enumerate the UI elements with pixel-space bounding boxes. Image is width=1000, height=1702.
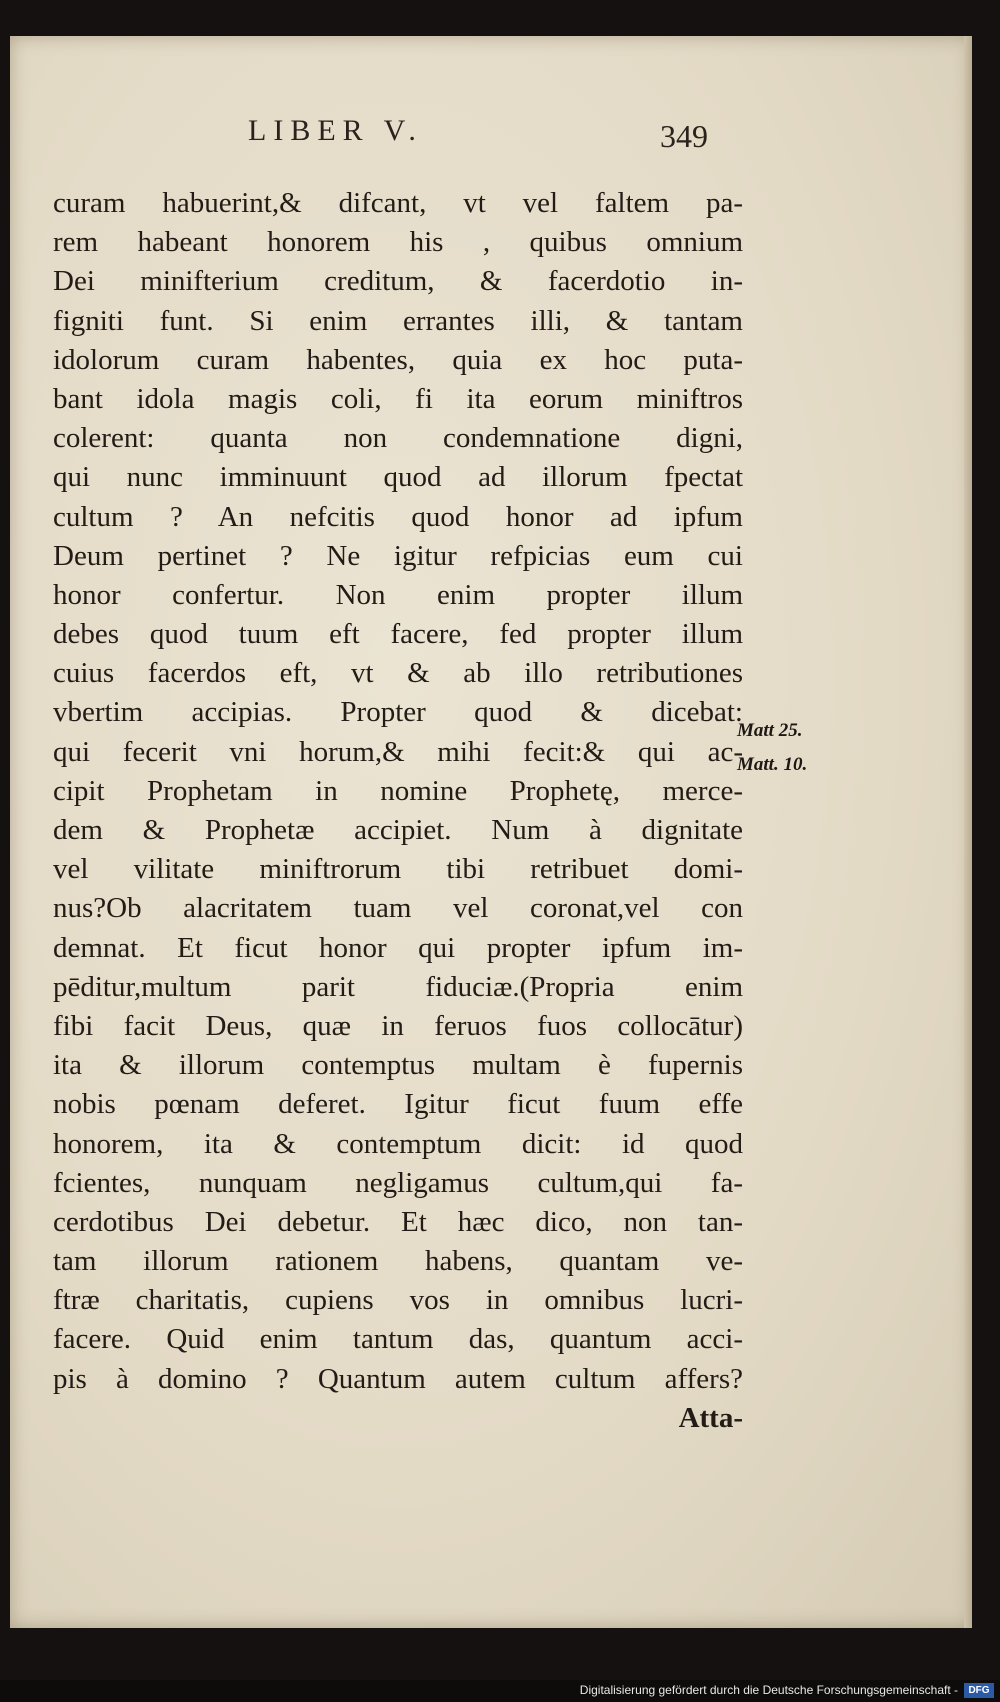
text-line: qui nunc imminuunt quod ad illorum fpectat: [53, 461, 743, 494]
dfg-logo: DFG: [964, 1683, 994, 1698]
text-line: cipit Prophetam in nomine Prophetę, merce-: [53, 774, 743, 807]
text-line: pis à domino ? Quantum autem cultum affers?: [53, 1362, 743, 1395]
text-line: qui fecerit vni horum,& mihi fecit:& qui ac-: [53, 735, 743, 768]
text-line: bant idola magis coli, fi ita eorum miniftros: [53, 382, 743, 415]
text-line: ita & illorum contemptus multam è fupernis: [53, 1049, 743, 1082]
text-line: cuius facerdos eft, vt & ab illo retributiones: [53, 657, 743, 690]
footer-credit: Digitalisierung gefördert durch die Deutsche Forschungsgemeinschaft -: [579, 1683, 958, 1697]
margin-note-matt-25: Matt 25.: [737, 720, 803, 741]
text-line: honor confertur. Non enim propter illum: [53, 578, 743, 611]
catchword: Atta-: [678, 1401, 743, 1434]
book-page: [10, 36, 972, 1628]
text-line: tam illorum rationem habens, quantam ve-: [53, 1245, 743, 1278]
text-line: debes quod tuum eft facere, fed propter illum: [53, 618, 743, 651]
text-line: ftræ charitatis, cupiens vos in omnibus lucri-: [53, 1284, 743, 1317]
running-header: [10, 114, 972, 174]
text-line: cultum ? An nefcitis quod honor ad ipfum: [53, 500, 743, 533]
text-line: facere. Quid enim tantum das, quantum acci-: [53, 1323, 743, 1356]
body-text: [53, 184, 743, 1438]
running-title: LIBER V.: [248, 114, 423, 147]
text-line: vel vilitate miniftrorum tibi retribuet domi-: [53, 853, 743, 886]
text-line: Dei minifterium creditum, & facerdotio in-: [53, 265, 743, 298]
text-line: vbertim accipias. Propter quod & dicebat:: [53, 696, 743, 729]
text-line: rem habeant honorem his , quibus omnium: [53, 226, 743, 259]
text-line: honorem, ita & contemptum dicit: id quod: [53, 1127, 743, 1160]
text-line: fibi facit Deus, quæ in feruos fuos collocātur): [53, 1009, 743, 1042]
margin-note-matt-10: Matt. 10.: [737, 754, 808, 775]
text-line: nus?Ob alacritatem tuam vel coronat,vel con: [53, 892, 743, 925]
text-line: dem & Prophetæ accipiet. Num à dignitate: [53, 814, 743, 846]
text-line: demnat. Et ficut honor qui propter ipfum im-: [53, 931, 743, 964]
footer-bar: [0, 1680, 1000, 1702]
text-line: pēditur,multum parit fiduciæ.(Propria enim: [53, 970, 743, 1003]
text-line: fcientes, nunquam negligamus cultum,qui fa-: [53, 1166, 743, 1199]
text-line: colerent: quanta non condemnatione digni,: [53, 422, 743, 455]
text-line: cerdotibus Dei debetur. Et hæc dico, non tan-: [53, 1205, 743, 1238]
text-line: figniti funt. Si enim errantes illi, & tantam: [53, 304, 743, 337]
text-line: nobis pœnam deferet. Igitur ficut fuum effe: [53, 1088, 743, 1121]
text-line: idolorum curam habentes, quia ex hoc puta-: [53, 343, 743, 376]
page-edge: [964, 36, 972, 1628]
text-line: Deum pertinet ? Ne igitur refpicias eum cui: [53, 539, 743, 572]
page-number: 349: [660, 118, 708, 154]
text-line: curam habuerint,& difcant, vt vel faltem pa-: [53, 187, 743, 219]
